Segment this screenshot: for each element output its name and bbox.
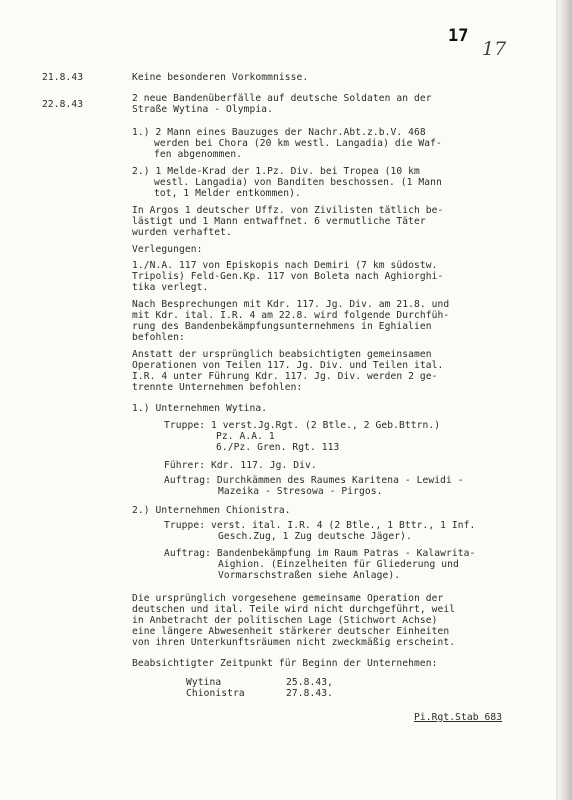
entry-line: wurden verhaftet. xyxy=(132,227,232,238)
entry-line: Anstatt der ursprünglich beabsichtigten gemeinsamen xyxy=(132,349,432,360)
entry-line: In Argos 1 deutscher Uffz. von Zivilisten tätlich be- xyxy=(132,205,444,216)
entry-line: Aighion. (Einzelheiten für Gliederung und xyxy=(218,559,459,570)
entry-line: 1./N.A. 117 von Episkopis nach Demiri (7 km südostw. xyxy=(132,260,438,271)
entry-line: werden bei Chora (20 km westl. Langadia) die Waf- xyxy=(154,138,442,149)
entry-line: Mazeika - Stresowa - Pirgos. xyxy=(218,486,383,497)
entry-line: Nach Besprechungen mit Kdr. 117. Jg. Div. am 21.8. und xyxy=(132,299,450,310)
entry-line: Keine besonderen Vorkommnisse. xyxy=(132,72,309,83)
entry-line: 6./Pz. Gren. Rgt. 113 xyxy=(216,442,340,453)
entry-line: tot, 1 Melder entkommen). xyxy=(154,188,301,199)
entry-line: Tripolis) Feld-Gen.Kp. 117 von Boleta nach Aghiorghi- xyxy=(132,271,444,282)
entry-line: fen abgenommen. xyxy=(154,149,243,160)
entry-line: tika verlegt. xyxy=(132,282,209,293)
entry-line: Beabsichtigter Zeitpunkt für Beginn der Unternehmen: xyxy=(132,658,438,669)
entry-line: von ihren Unterkunftsräumen nicht zweckmäßig erscheint. xyxy=(132,637,456,648)
entry-line: befohlen: xyxy=(132,332,185,343)
schedule-name: Chionistra xyxy=(186,688,245,699)
entry-line: 2.) 1 Melde-Krad der 1.Pz. Div. bei Tropea (10 km xyxy=(132,166,420,177)
entry-line: Auftrag: Bandenbekämpfung im Raum Patras - Kalawrita- xyxy=(164,548,476,559)
page-edge-shadow xyxy=(558,0,572,800)
entry-line: deutschen und ital. Teile wird nicht durchgeführt, weil xyxy=(132,604,456,615)
entry-line: 2.) Unternehmen Chionistra. xyxy=(132,505,291,516)
entry-line: I.R. 4 unter Führung Kdr. 117. Jg. Div. werden 2 ge- xyxy=(132,371,438,382)
entry-line: rung des Bandenbekämpfungsunternehmens in Eghialien xyxy=(132,321,432,332)
entry-line: trennte Unternehmen befohlen: xyxy=(132,382,303,393)
entry-line: eine längere Abwesenheit stärkerer deutscher Einheiten xyxy=(132,626,450,637)
entry-line: Truppe: verst. ital. I.R. 4 (2 Btle., 1 Bttr., 1 Inf. xyxy=(164,520,476,531)
schedule-name: Wytina xyxy=(186,677,222,688)
entry-line: Auftrag: Durchkämmen des Raumes Karitena - Lewidi - xyxy=(164,475,464,486)
schedule-date: 27.8.43. xyxy=(286,688,334,699)
entry-line: Straße Wytina - Olympia. xyxy=(132,104,274,115)
entry-line: in Anbetracht der politischen Lage (Stichwort Achse) xyxy=(132,615,438,626)
entry-line: Pz. A.A. 1 xyxy=(216,431,275,442)
entry-line: lästigt und 1 Mann entwaffnet. 6 vermutliche Täter xyxy=(132,216,426,227)
signature-unit: Pi.Rgt.Stab 683 xyxy=(414,712,503,723)
page-number-handwritten: 17 xyxy=(482,38,507,60)
entry-line: 2 neue Bandenüberfälle auf deutsche Soldaten an der xyxy=(132,93,432,104)
entry-line: mit Kdr. ital. I.R. 4 am 22.8. wird folgende Durchfüh- xyxy=(132,310,450,321)
entry-line: 1.) 2 Mann eines Bauzuges der Nachr.Abt.z.b.V. 468 xyxy=(132,127,426,138)
entry-line: Vormarschstraßen siehe Anlage). xyxy=(218,570,401,581)
entry-line: Truppe: 1 verst.Jg.Rgt. (2 Btle., 2 Geb.Bttrn.) xyxy=(164,420,441,431)
entry-line: Gesch.Zug, 1 Zug deutsche Jäger). xyxy=(218,531,412,542)
entry-line: Führer: Kdr. 117. Jg. Div. xyxy=(164,460,317,471)
schedule-date: 25.8.43, xyxy=(286,677,334,688)
entry-line: westl. Langadia) von Banditen beschossen. (1 Mann xyxy=(154,177,442,188)
entry-line: Die ursprünglich vorgesehene gemeinsame Operation der xyxy=(132,593,444,604)
entry-line: Operationen von Teilen 117. Jg. Div. und Teilen ital. xyxy=(132,360,444,371)
page-number-typed: 17 xyxy=(448,26,469,46)
entry-line: Verlegungen: xyxy=(132,244,203,255)
entry-date: 21.8.43 xyxy=(42,72,84,83)
entry-line: 1.) Unternehmen Wytina. xyxy=(132,403,268,414)
entry-date: 22.8.43 xyxy=(42,99,84,110)
